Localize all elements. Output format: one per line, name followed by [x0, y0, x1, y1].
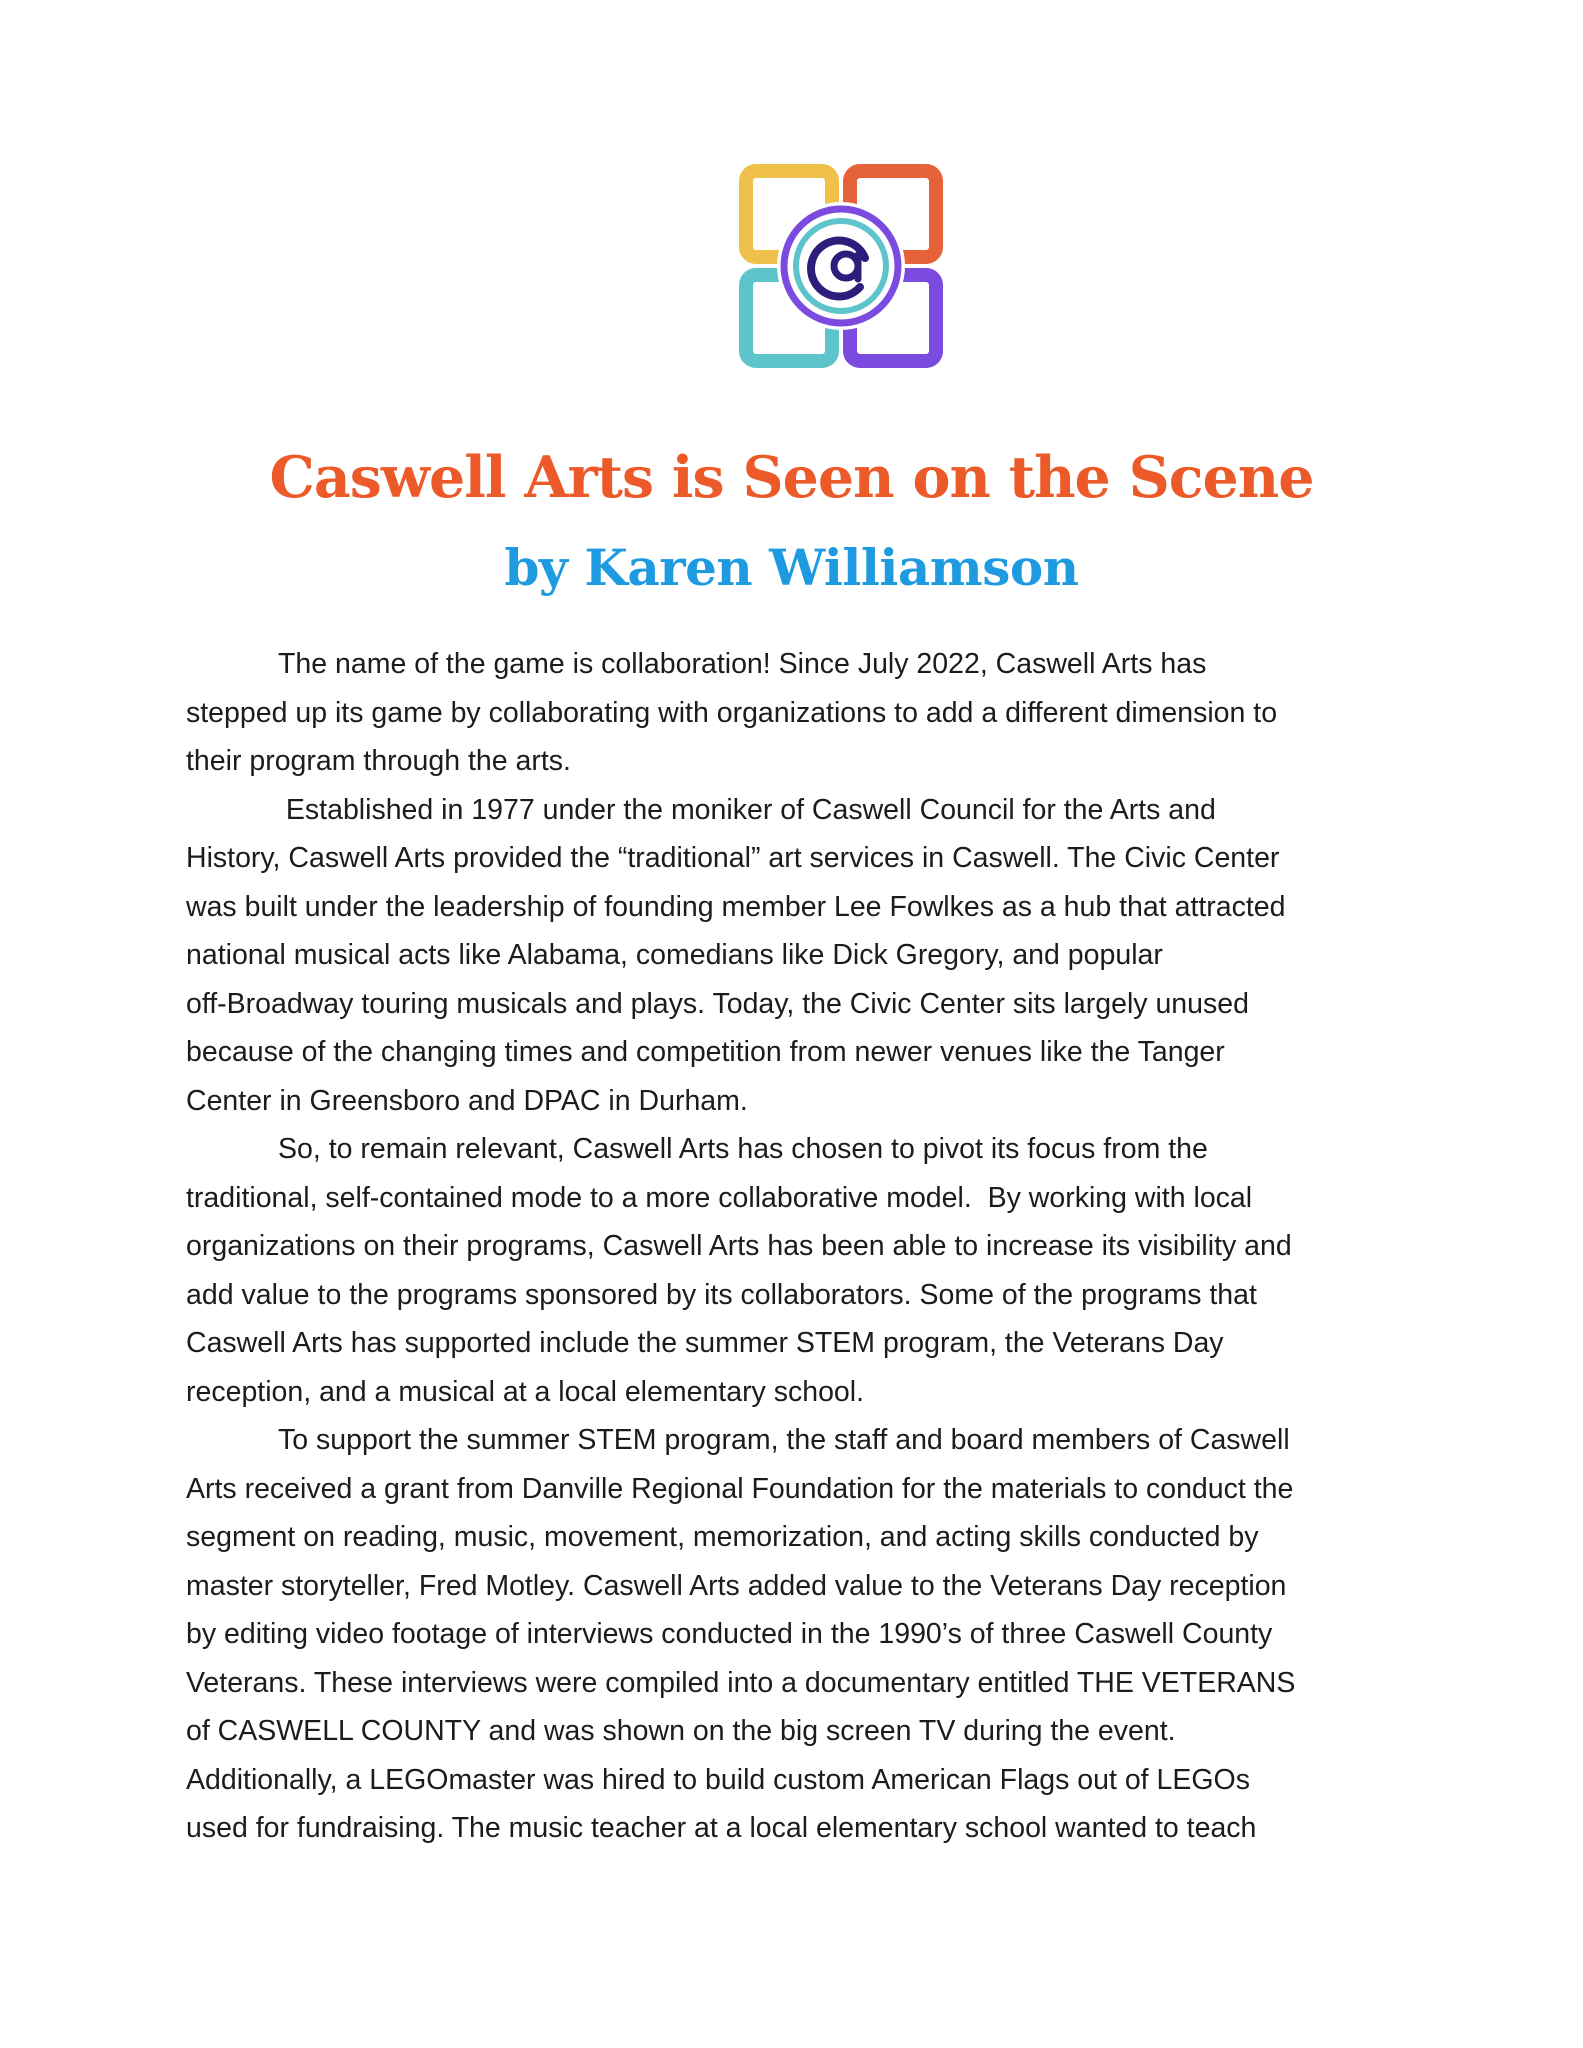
body-line: because of the changing times and competition from newer venues like the Tanger: [186, 1036, 1225, 1068]
body-line: The name of the game is collaboration! Since July 2022, Caswell Arts has: [278, 648, 1207, 680]
body-line: To support the summer STEM program, the staff and board members of Caswell: [278, 1424, 1290, 1456]
body-line: add value to the programs sponsored by its collaborators. Some of the programs that: [186, 1278, 1257, 1311]
article-body: [186, 640, 1416, 1853]
body-line: used for fundraising. The music teacher at a local elementary school wanted to teach: [186, 1812, 1257, 1844]
body-line: of CASWELL COUNTY and was shown on the big screen TV during the event.: [186, 1715, 1176, 1747]
body-line: their program through the arts.: [186, 745, 571, 777]
body-line: Arts received a grant from Danville Regional Foundation for the materials to conduct the: [186, 1472, 1294, 1505]
body-line: Center in Greensboro and DPAC in Durham.: [186, 1084, 748, 1117]
body-line: Caswell Arts has supported include the summer STEM program, the Veterans Day: [186, 1327, 1224, 1359]
body-line: segment on reading, music, movement, memorization, and acting skills conducted by: [186, 1521, 1259, 1553]
body-line: Veterans. These interviews were compiled into a documentary entitled THE VETERANS: [186, 1666, 1296, 1699]
body-line: So, to remain relevant, Caswell Arts has chosen to pivot its focus from the: [278, 1133, 1208, 1165]
body-line: stepped up its game by collaborating with organizations to add a different dimension to: [186, 696, 1278, 729]
body-line: Established in 1977 under the moniker of Caswell Council for the Arts and: [278, 793, 1216, 826]
article-byline: by Karen Williamson: [504, 538, 1079, 597]
article-title: Caswell Arts is Seen on the Scene: [269, 444, 1314, 511]
body-line: national musical acts like Alabama, comedians like Dick Gregory, and popular: [186, 939, 1163, 971]
body-line: was built under the leadership of founding member Lee Fowlkes as a hub that attracted: [186, 890, 1286, 923]
body-line: by editing video footage of interviews conducted in the 1990’s of three Caswell County: [186, 1618, 1273, 1650]
body-line: master storyteller, Fred Motley. Caswell Arts added value to the Veterans Day reception: [186, 1569, 1287, 1602]
body-line: History, Caswell Arts provided the “traditional” art services in Caswell. The Civic Center: [186, 842, 1280, 874]
caswell-arts-logo: [738, 163, 944, 369]
body-line: organizations on their programs, Caswell Arts has been able to increase its visibility and: [186, 1230, 1292, 1262]
body-line: traditional, self-contained mode to a more collaborative model. By working with local: [186, 1181, 1253, 1214]
body-line: reception, and a musical at a local elementary school.: [186, 1375, 865, 1408]
body-line: Additionally, a LEGOmaster was hired to build custom American Flags out of LEGOs: [186, 1763, 1250, 1796]
body-line: off-Broadway touring musicals and plays. Today, the Civic Center sits largely unused: [186, 987, 1249, 1020]
